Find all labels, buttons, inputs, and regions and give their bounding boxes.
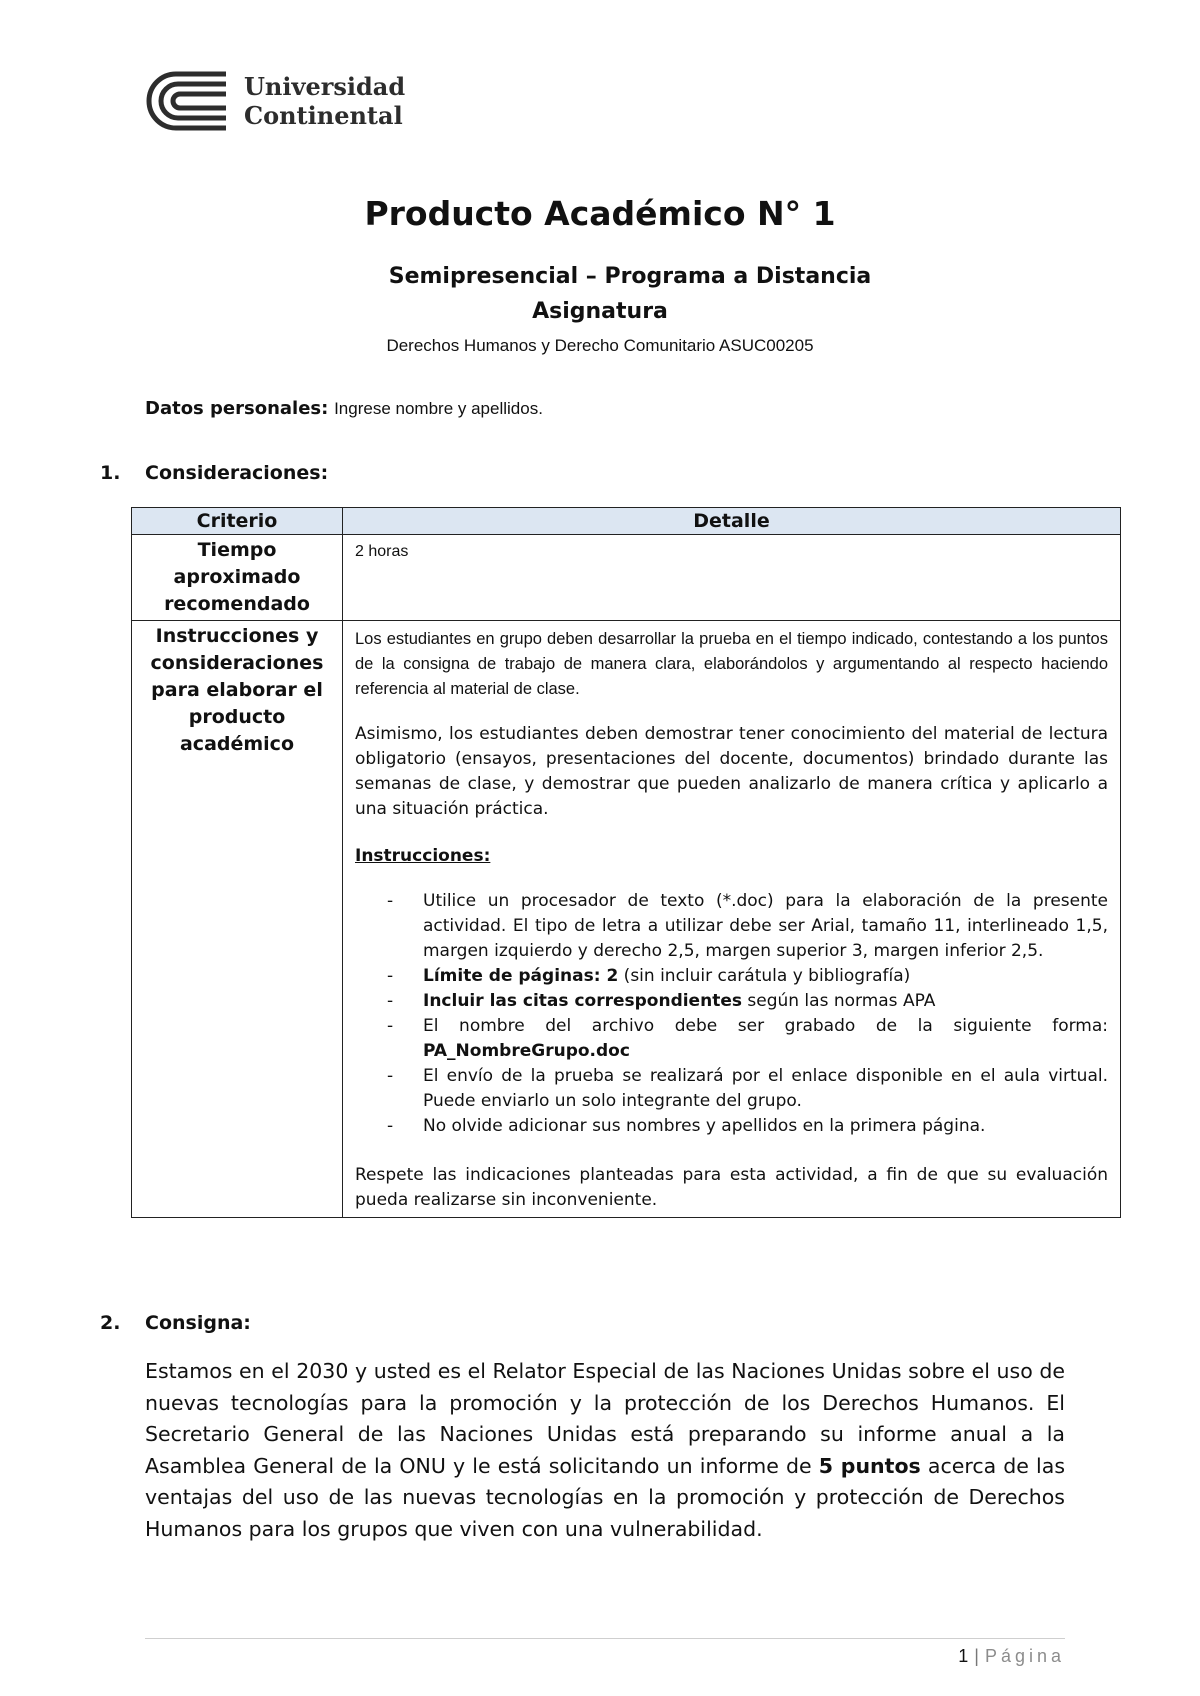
footer-divider — [145, 1638, 1065, 1639]
personal-data-label: Datos personales: — [145, 398, 329, 419]
item-bold: Incluir las citas correspondientes — [423, 991, 742, 1011]
university-logo-icon — [142, 70, 230, 132]
consigna-bold: 5 puntos — [818, 1453, 921, 1478]
personal-data-value: Ingrese nombre y apellidos. — [334, 399, 543, 418]
list-item: - No olvide adicionar sus nombres y apellidos en la primera página. — [355, 1114, 1108, 1139]
section-number: 1. — [100, 462, 121, 484]
logo-line-2: Continental — [244, 101, 403, 130]
table-header-row — [132, 508, 1121, 535]
logo-line-1: Universidad — [244, 72, 406, 101]
table-row — [132, 621, 1121, 1218]
document-title: Producto Académico N° 1 — [364, 194, 836, 233]
instructions-list — [355, 889, 1108, 1139]
page-number: 1 — [958, 1646, 969, 1666]
table-header-criterion: Criterio — [132, 508, 343, 535]
instructions-title: Instrucciones: — [355, 846, 491, 866]
page-label: Página — [984, 1646, 1065, 1666]
detail-paragraph: Respete las indicaciones planteadas para esta actividad, a fin de que su evaluación pueda realizarse sin inconveniente. — [355, 1165, 1108, 1210]
section-title: Consigna: — [145, 1312, 251, 1334]
consigna-text: acerca de las ventajas del uso de las nuevas tecnologías en la promoción y protección de Derechos Humanos para los grupos que viven con una vulnerabilidad. — [145, 1453, 1065, 1541]
detail-paragraph: Asimismo, los estudiantes deben demostrar tener conocimiento del material de lectura obligatorio (ensayos, presentaciones del docente, documentos) brindado durante las semanas de clase, y demostrar que pueden analizarlo de manera crítica y aplicarlo a una situación práctica. — [355, 724, 1108, 819]
list-item — [355, 1014, 1108, 1064]
section-title: Consideraciones: — [145, 462, 329, 484]
list-item — [355, 964, 1108, 989]
footer-separator: | — [974, 1646, 979, 1666]
criterion-cell: Tiempo aproximado recomendado — [132, 535, 343, 621]
page-footer — [958, 1646, 1065, 1667]
list-item: - Utilice un procesador de texto (*.doc) para la elaboración de la presente actividad. El tipo de letra a utilizar debe ser Arial, tamaño 11, interlineado 1,5, margen izquierdo y derecho 2,5, margen superior 3, margen inferior 2,5. — [355, 889, 1108, 964]
university-logo — [142, 70, 405, 132]
section-heading-consigna — [100, 1312, 251, 1334]
list-item — [355, 989, 1108, 1014]
detail-cell — [343, 621, 1121, 1218]
criterion-cell: Instrucciones y consideraciones para elaborar el producto académico — [132, 621, 343, 1218]
item-text: según las normas APA — [741, 991, 936, 1011]
document-subtitle: Semipresencial – Programa a Distancia — [388, 264, 872, 289]
personal-data — [145, 398, 543, 419]
table-header-detail: Detalle — [343, 508, 1121, 535]
consigna-paragraph — [145, 1356, 1065, 1545]
university-logo-text — [244, 72, 405, 130]
consigna-text: Estamos en el 2030 y usted es el Relator Especial de las Naciones Unidas sobre el uso de nuevas tecnologías para la promoción y la protección de los Derechos Humanos. El Secretario General de las Naciones Unidas está preparando su informe anual a la Asamblea General de la ONU y le está solicitando un informe de — [145, 1359, 1065, 1478]
list-item: - El envío de la prueba se realizará por el enlace disponible en el aula virtual. Puede enviarlo un solo integrante del grupo. — [355, 1064, 1108, 1114]
item-bold: Límite de páginas: 2 — [423, 966, 619, 986]
detail-paragraph: Los estudiantes en grupo deben desarrollar la prueba en el tiempo indicado, contestando a los puntos de la consigna de trabajo de manera clara, elaborándolos y argumentando al respecto haciendo referencia al material de clase. — [355, 630, 1108, 698]
detail-cell — [343, 535, 1121, 621]
item-text: El nombre del archivo debe ser grabado de la siguiente forma: — [423, 1016, 1108, 1036]
time-value: 2 horas — [355, 543, 409, 560]
item-text: (sin incluir carátula y bibliografía) — [618, 966, 911, 986]
course-name: Derechos Humanos y Derecho Comunitario ASUC00205 — [386, 336, 814, 355]
section-heading-considerations — [100, 462, 328, 484]
table-row — [132, 535, 1121, 621]
section-number: 2. — [100, 1312, 121, 1334]
criteria-table — [131, 507, 1121, 1218]
item-bold: PA_NombreGrupo.doc — [423, 1041, 630, 1061]
subject-label: Asignatura — [532, 299, 668, 324]
